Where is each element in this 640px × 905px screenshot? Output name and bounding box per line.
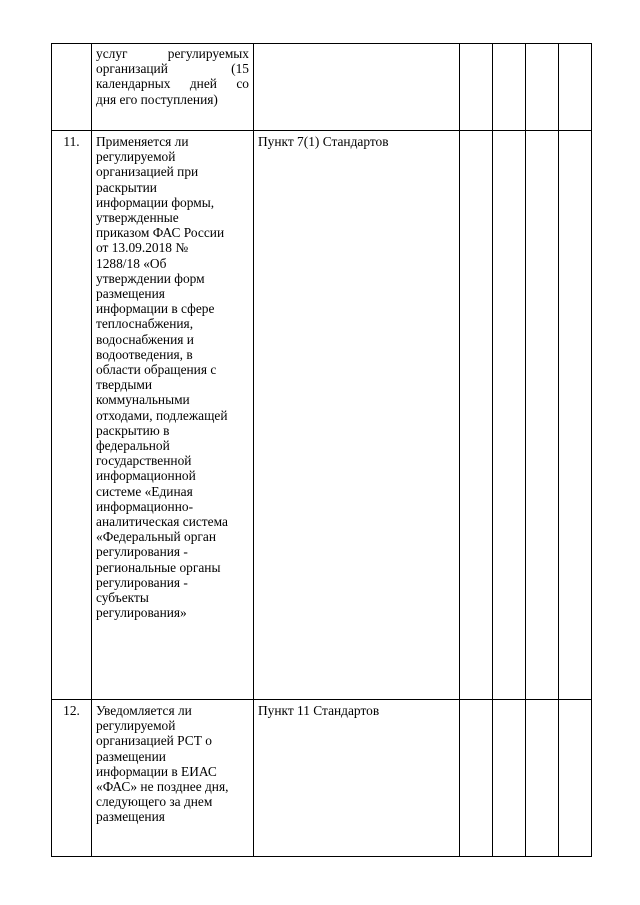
reference-cell: Пункт 11 Стандартов [254, 700, 460, 857]
empty-cell [526, 44, 559, 131]
question-line: федеральной [96, 438, 170, 454]
question-line: размещения [96, 809, 165, 825]
question-line: размещении [96, 748, 166, 764]
question-line: услуг регулируемых [96, 46, 249, 61]
question-line: 1288/18 «Об [96, 255, 167, 271]
empty-cell [460, 131, 493, 700]
empty-cell [460, 700, 493, 857]
question-line: области обращения с [96, 362, 217, 378]
empty-cell [559, 44, 592, 131]
question-line: регулируемой [96, 718, 176, 734]
question-line: Уведомляется ли [96, 703, 192, 718]
question-line: водоотведения, в [96, 346, 193, 362]
question-line: твердыми [96, 377, 153, 393]
row-number: 11. [52, 131, 92, 700]
reference-cell: Пункт 7(1) Стандартов [254, 131, 460, 700]
question-line: информационной [96, 468, 196, 484]
empty-cell [493, 700, 526, 857]
question-line: регулирования - [96, 544, 188, 560]
question-line: раскрытии [96, 179, 157, 195]
question-line: календарных дней со [96, 76, 249, 92]
question-line: утвержденные [96, 210, 179, 226]
empty-cell [493, 131, 526, 700]
question-line: информационно- [96, 498, 194, 514]
question-line: регулируемой [96, 149, 176, 165]
question-line: приказом ФАС России [96, 225, 225, 241]
question-line: организацией РСТ о [96, 733, 212, 749]
question-line: организацией при [96, 164, 199, 180]
empty-cell [460, 44, 493, 131]
question-line: водоснабжения и [96, 331, 194, 347]
question-line: информации в ЕИАС [96, 763, 217, 779]
empty-cell [559, 131, 592, 700]
question-line: от 13.09.2018 № [96, 240, 189, 256]
question-line: теплоснабжения, [96, 316, 194, 332]
question-line: субъекты [96, 590, 149, 606]
question-line: системе «Единая [96, 483, 193, 499]
row-number [52, 44, 92, 131]
question-line: раскрытию в [96, 422, 170, 438]
question-line: организаций (15 [96, 61, 249, 77]
question-line: коммунальными [96, 392, 190, 408]
table-row [52, 700, 592, 857]
question-line: государственной [96, 453, 192, 469]
question-line: региональные органы [96, 559, 221, 575]
row-number: 12. [52, 700, 92, 857]
table-row [52, 131, 592, 700]
empty-cell [526, 131, 559, 700]
empty-cell [493, 44, 526, 131]
question-cell [92, 131, 254, 700]
question-line: утверждении форм [96, 270, 205, 286]
question-line: аналитическая система [96, 514, 228, 530]
question-line: регулирования» [96, 605, 187, 621]
checklist-table [51, 43, 592, 857]
question-line: Применяется ли [96, 134, 189, 149]
question-cell [92, 44, 254, 131]
question-line: регулирования - [96, 574, 188, 590]
question-line: информации в сфере [96, 301, 215, 317]
empty-cell [526, 700, 559, 857]
question-line: информации формы, [96, 194, 215, 210]
reference-cell [254, 44, 460, 131]
table-row [52, 44, 592, 131]
question-cell [92, 700, 254, 857]
empty-cell [559, 700, 592, 857]
question-line: «ФАС» не позднее дня, [96, 779, 229, 795]
question-line: дня его поступления) [96, 91, 218, 107]
question-line: размещения [96, 286, 165, 302]
question-line: отходами, подлежащей [96, 407, 228, 423]
question-line: следующего за днем [96, 794, 213, 810]
question-line: «Федеральный орган [96, 529, 217, 545]
